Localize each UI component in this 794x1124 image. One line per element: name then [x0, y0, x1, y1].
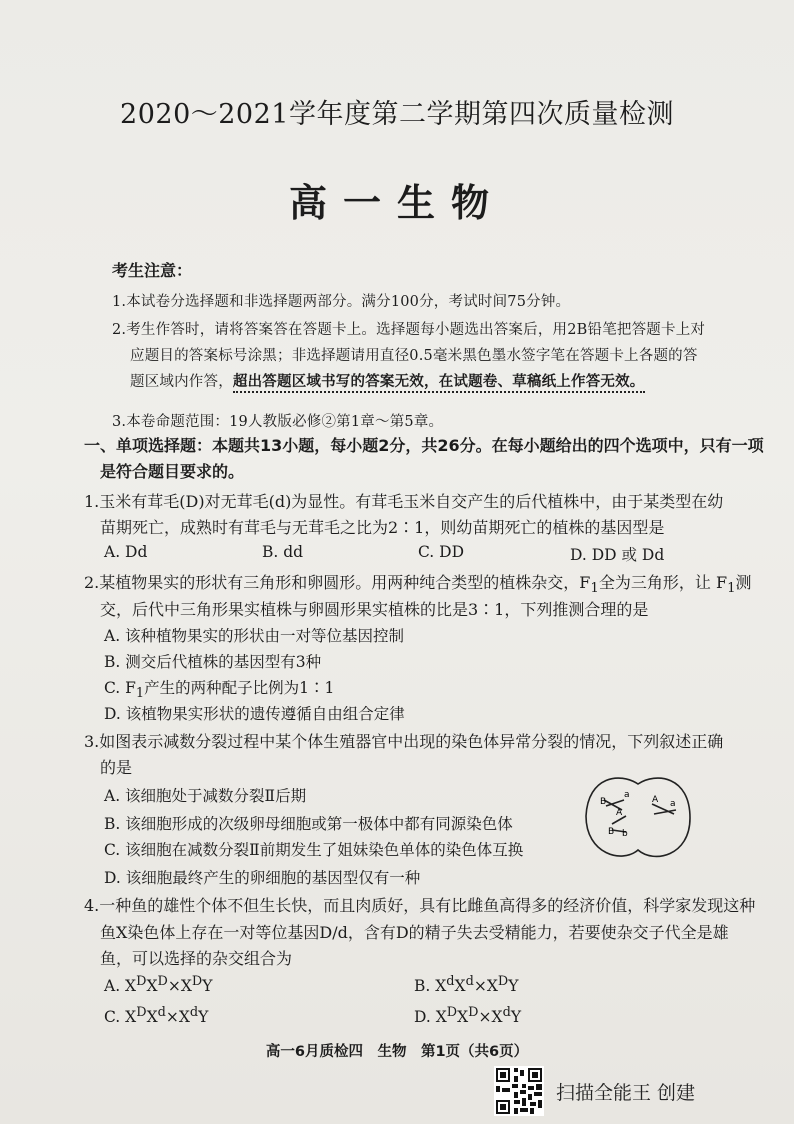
- dividing-cell-outline: [586, 778, 690, 856]
- q4-d-text: ×X: [478, 1008, 503, 1027]
- q4-option-a: [104, 974, 212, 995]
- q3-option-b: B. 该细胞形成的次级卵母细胞或第一极体中都有同源染色体: [104, 815, 513, 833]
- q2-option-c-part-1: C. F: [104, 679, 136, 697]
- scanner-watermark: 扫描全能王 创建: [556, 1082, 696, 1104]
- q2-option-c-part-2: 产生的两种配子比例为1∶1: [144, 679, 335, 697]
- q2-option-b: B. 测交后代植株的基因型有3种: [104, 653, 322, 671]
- q2-subscript: 1: [727, 581, 736, 597]
- q4-c-text: X: [146, 1008, 158, 1027]
- q4-d-text: Y: [510, 1008, 522, 1027]
- qr-code-icon: [494, 1066, 544, 1116]
- notice-line-1: 1.本试卷分选择题和非选择题两部分。满分100分，考试时间75分钟。: [112, 294, 571, 310]
- subject-title: 高一生物: [288, 181, 505, 225]
- section-heading-line-2: 是符合题目要求的。: [100, 462, 245, 481]
- q3-stem-line-2: 的是: [100, 758, 133, 777]
- q3-stem-line-1: 3.如图表示减数分裂过程中某个体生殖器官中出现的染色体异常分裂的情况，下列叙述正确: [84, 732, 724, 751]
- q3-option-d: D. 该细胞最终产生的卵细胞的基因型仅有一种: [104, 869, 421, 887]
- q4-b-text: Y: [508, 977, 519, 996]
- q4-c-sup: d: [157, 1005, 166, 1020]
- fig-label-a-right: a: [670, 799, 676, 809]
- q4-a-text: Y: [202, 977, 213, 996]
- q2-option-a: A. 该种植物果实的形状由一对等位基因控制: [104, 627, 405, 645]
- q4-stem-line-2: 鱼X染色体上存在一对等位基因D/d，含有D的精子失去受精能力，若要使杂交子代全是雄: [100, 923, 729, 942]
- q4-d-sup: d: [502, 1005, 511, 1020]
- fig-label-B-lower: B: [608, 827, 615, 837]
- q4-b-sup: D: [497, 974, 509, 989]
- q4-stem-line-3: 鱼，可以选择的杂交组合为: [100, 949, 293, 968]
- cell-division-figure: [582, 770, 694, 866]
- notice-line-4: [130, 370, 645, 391]
- page-footer: 高一6月质检四 生物 第1页（共6页）: [265, 1044, 529, 1060]
- q2-option-c: [104, 676, 334, 701]
- q4-a-sup: D: [191, 974, 203, 989]
- q4-a-sup: D: [157, 974, 168, 989]
- q4-stem-line-1: 4.一种鱼的雄性个体不但生长快，而且肉质好，具有比雌鱼高得多的经济价值，科学家发现这种: [84, 896, 756, 915]
- q2-stem-part-1: 2.某植物果实的形状有三角形和卵圆形。用两种纯合类型的植株杂交，F: [84, 573, 591, 592]
- q4-a-sup: D: [136, 974, 147, 989]
- q4-d-sup: D: [446, 1005, 458, 1020]
- q3-option-c: C. 该细胞在减数分裂Ⅱ前期发生了姐妹染色单体的染色体互换: [104, 841, 524, 859]
- q4-b-text: X: [454, 977, 466, 996]
- q4-c-sup: d: [189, 1005, 199, 1020]
- q4-option-d: [414, 1005, 521, 1026]
- q4-c-sup: D: [136, 1005, 147, 1020]
- q2-subscript: 1: [135, 686, 145, 702]
- notice-line-4-start: 题区域内作答，: [130, 374, 233, 390]
- q1-option-b: B. dd: [262, 543, 304, 561]
- section-heading-line-1: 一、单项选择题：本题共13小题，每小题2分，共26分。在每小题给出的四个选项中，只有一项: [84, 436, 764, 455]
- exam-title: 2020～2021学年度第二学期第四次质量检测: [120, 99, 674, 130]
- q2-option-d: D. 该植物果实形状的遗传遵循自由组合定律: [104, 705, 405, 723]
- fig-label-A-right: A: [652, 795, 659, 805]
- q4-b-sup: d: [446, 974, 455, 989]
- notice-heading: 考生注意：: [112, 261, 193, 280]
- q4-b-sup: d: [465, 974, 474, 989]
- q4-d-text: D. X: [414, 1008, 447, 1027]
- fig-label-b-lower: b: [622, 829, 628, 839]
- q2-subscript: 1: [590, 581, 599, 597]
- q4-d-text: X: [457, 1008, 469, 1027]
- fig-label-b: B: [600, 797, 607, 807]
- q4-c-text: Y: [198, 1008, 209, 1027]
- q4-a-text: A. X: [104, 977, 137, 996]
- q4-option-b: [414, 974, 518, 995]
- q4-a-text: ×X: [167, 977, 192, 996]
- q2-stem-line-2: 交，后代中三角形果实植株与卵圆形果实植株的比是3∶1，下列推测合理的是: [100, 600, 649, 619]
- q1-option-d: D. DD 或 Dd: [570, 546, 665, 564]
- notice-line-5: 3.本卷命题范围：19人教版必修②第1章～第5章。: [112, 414, 444, 430]
- fig-label-A: A: [616, 808, 623, 818]
- q2-stem-part-3: 测: [735, 573, 752, 592]
- q4-d-sup: D: [468, 1005, 479, 1020]
- q4-b-text: B. X: [414, 977, 447, 996]
- q4-c-text: ×X: [165, 1008, 190, 1027]
- notice-line-2: 2.考生作答时，请将答案答在答题卡上。选择题每小题选出答案后，用2B铅笔把答题卡上对: [112, 322, 706, 338]
- notice-emphasis: 超出答题区域书写的答案无效，在试题卷、草稿纸上作答无效。: [233, 374, 645, 393]
- q4-b-text: ×X: [473, 977, 498, 996]
- q1-option-c: C. DD: [418, 543, 465, 561]
- q1-stem-line-1: 1.玉米有茸毛(D)对无茸毛(d)为显性。有茸毛玉米自交产生的后代植株中，由于某类型在幼: [84, 492, 724, 511]
- q4-a-text: X: [146, 977, 158, 996]
- notice-line-3: 应题目的答案标号涂黑；非选择题请用直径0.5毫米黑色墨水签字笔在答题卡上各题的答: [130, 348, 698, 364]
- q3-option-a: A. 该细胞处于减数分裂Ⅱ后期: [104, 787, 307, 805]
- q1-option-a: A. Dd: [104, 543, 148, 561]
- q2-stem-part-2: 全为三角形，让 F: [598, 573, 728, 592]
- q2-stem-line-1: [84, 570, 752, 596]
- fig-label-a: a: [624, 790, 630, 800]
- q4-c-text: C. X: [104, 1008, 137, 1027]
- q1-stem-line-2: 苗期死亡，成熟时有茸毛与无茸毛之比为2∶1，则幼苗期死亡的植株的基因型是: [100, 518, 665, 537]
- q4-option-c: [104, 1005, 208, 1026]
